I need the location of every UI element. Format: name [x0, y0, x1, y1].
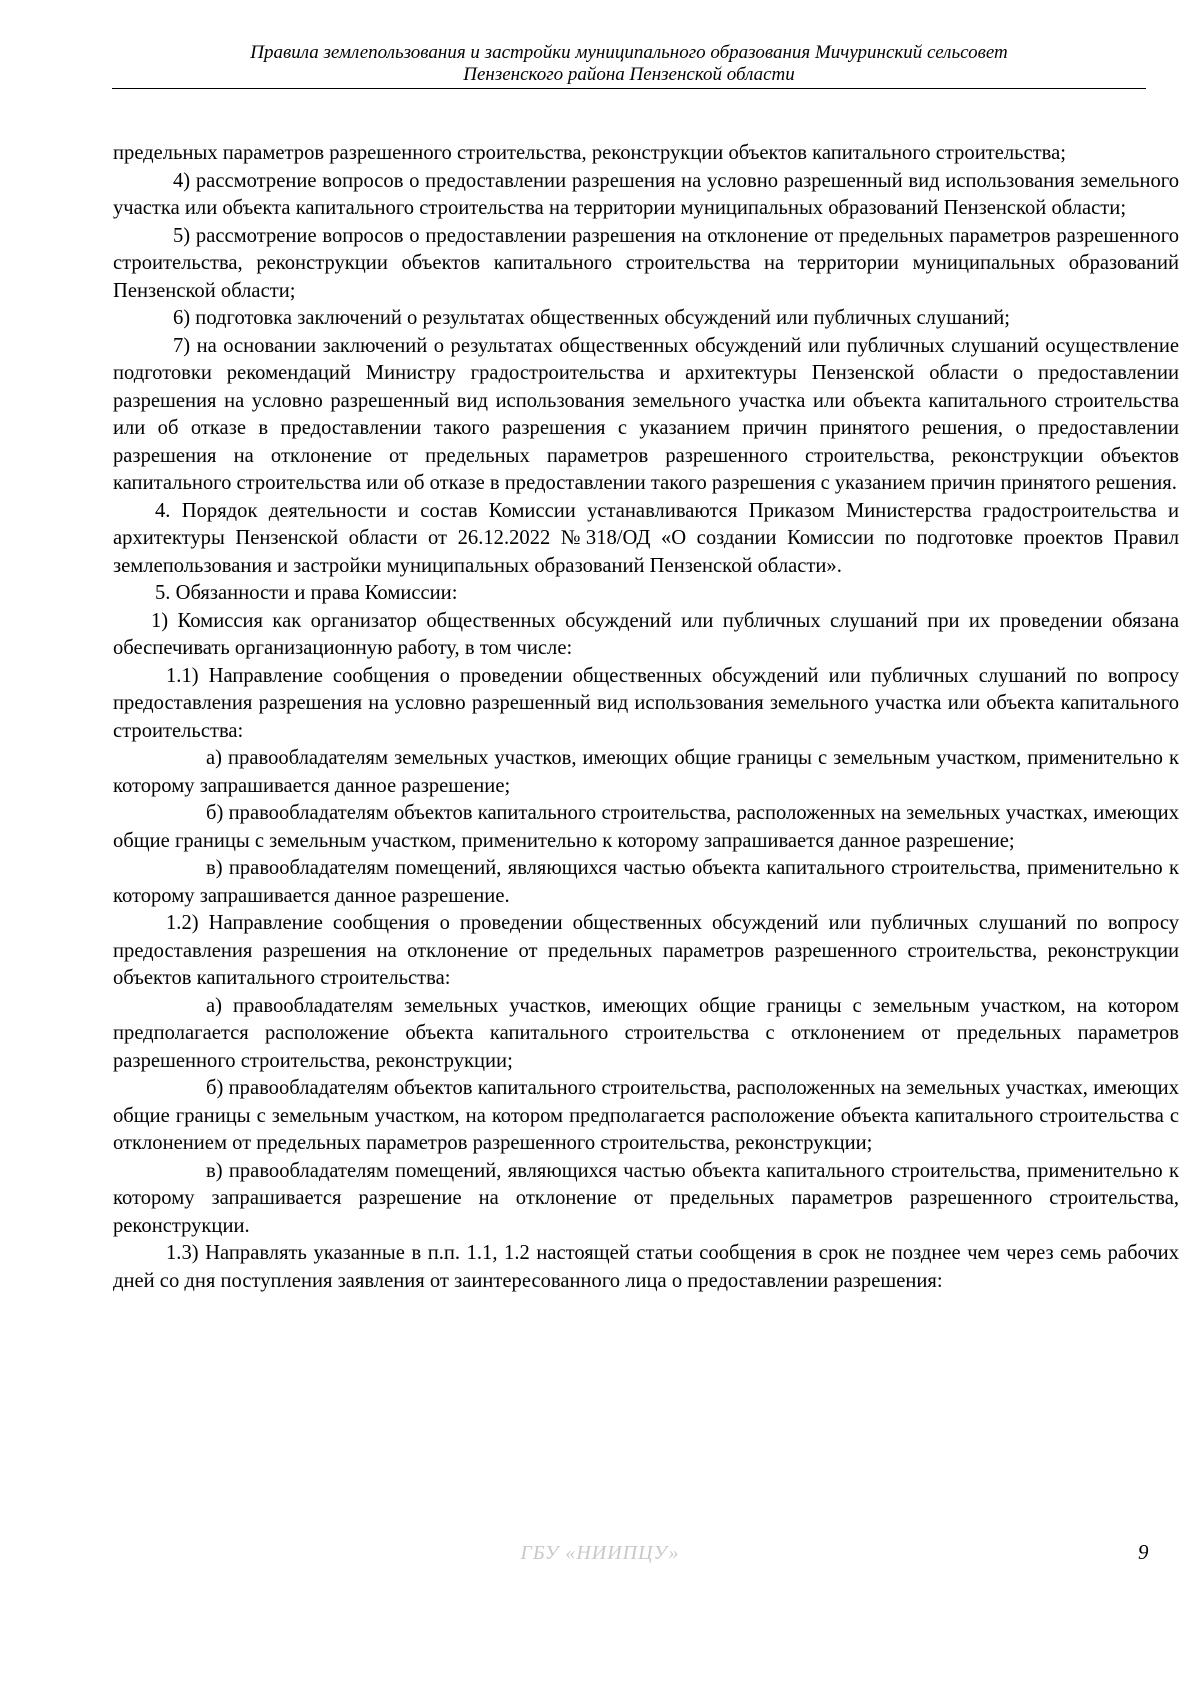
subclause-1-2: 1.2) Направление сообщения о проведении общественных обсуждений или публичных слушаний по вопросу предоставления разрешения на отклонение от предельных параметров разрешенного строительства, реконструкции объектов капитального строительства:	[113, 912, 1179, 989]
list-item-5: 5) рассмотрение вопросов о предоставлении разрешения на отклонение от предельных параметров разрешенного строительства, реконструкции объектов капитального строительства на территории муниципальных образований Пензенской области;	[113, 224, 1179, 302]
list-item-4: 4) рассмотрение вопросов о предоставлении разрешения на условно разрешенный вид использования земельного участка или объекта капитального строительства на территории муниципальных образований Пензенской области;	[113, 169, 1179, 219]
subclause-1-3: 1.3) Направлять указанные в п.п. 1.1, 1.2 настоящей статьи сообщения в срок не позднее чем через семь рабочих дней со дня поступления заявления от заинтересованного лица о предоставлении разрешения:	[113, 1242, 1179, 1292]
item-1-2-b: б) правообладателям объектов капитального строительства, расположенных на земельных участках, имеющих общие границы с земельным участком, на котором предполагается расположение объекта капитального строительства с отклонением от предельных параметров разрешенного строительства, реконструкции;	[113, 1077, 1179, 1154]
clause-5: 5. Обязанности и права Комиссии:	[155, 582, 458, 604]
running-header	[112, 42, 1146, 86]
clause-4: 4. Порядок деятельности и состав Комиссии устанавливаются Приказом Министерства градостроительства и архитектуры Пензенской области от 26.12.2022 №318/ОД «О создании Комиссии по подготовке проектов Правил землепользования и застройки муниципальных образований Пензенской области».	[113, 499, 1179, 577]
item-1-2-v: в) правообладателям помещений, являющихся частью объекта капитального строительства, применительно к которому запрашивается разрешение на отклонение от предельных параметров разрешенного строительства, реконструкции.	[113, 1159, 1179, 1237]
header-divider	[112, 88, 1146, 89]
header-line-1: Правила землепользования и застройки муниципального образования Мичуринский сельсовет	[250, 42, 1008, 63]
item-1-1-a: а) правообладателям земельных участков, имеющих общие границы с земельным участком, применительно к которому запрашивается данное разрешение;	[113, 747, 1179, 797]
header-line-2: Пензенского района Пензенской области	[463, 64, 795, 85]
footer-organization: ГБУ «НИИПЦУ»	[520, 1542, 680, 1564]
item-1-2-a: а) правообладателям земельных участков, имеющих общие границы с земельным участком, на котором предполагается расположение объекта капитального строительства с отклонением от предельных параметров разрешенного строительства, реконструкции;	[113, 994, 1179, 1072]
subclause-1-1: 1.1) Направление сообщения о проведении общественных обсуждений или публичных слушаний по вопросу предоставления разрешения на условно разрешенный вид использования земельного участка или объекта капитального строительства:	[113, 664, 1179, 742]
subclause-1: 1) Комиссия как организатор общественных обсуждений или публичных слушаний при их проведении обязана обеспечивать организационную работу, в том числе:	[113, 609, 1179, 659]
paragraph-continuation: предельных параметров разрешенного строительства, реконструкции объектов капитального строительства;	[113, 142, 1066, 164]
list-item-6: 6) подготовка заключений о результатах общественных обсуждений или публичных слушаний;	[173, 307, 1011, 329]
item-1-1-v: в) правообладателям помещений, являющихся частью объекта капитального строительства, применительно к которому запрашивается данное разрешение.	[113, 857, 1179, 907]
page-number: 9	[1138, 1540, 1149, 1564]
document-body	[113, 140, 1179, 1295]
list-item-7: 7) на основании заключений о результатах общественных обсуждений или публичных слушаний осуществление подготовки рекомендаций Министру градостроительства и архитектуры Пензенской области о предоставлении разрешения на условно разрешенный вид использования земельного участка или объекта капитального строительства или об отказе в предоставлении такого разрешения с указанием причин принятого решения, о предоставлении разрешения на отклонение от предельных параметров разрешенного строительства, реконструкции объектов капитального строительства или об отказе в предоставлении такого разрешения с указанием причин принятого решения.	[113, 334, 1179, 494]
item-1-1-b: б) правообладателям объектов капитального строительства, расположенных на земельных участках, имеющих общие границы с земельным участком, применительно к которому запрашивается данное разрешение;	[113, 802, 1179, 852]
